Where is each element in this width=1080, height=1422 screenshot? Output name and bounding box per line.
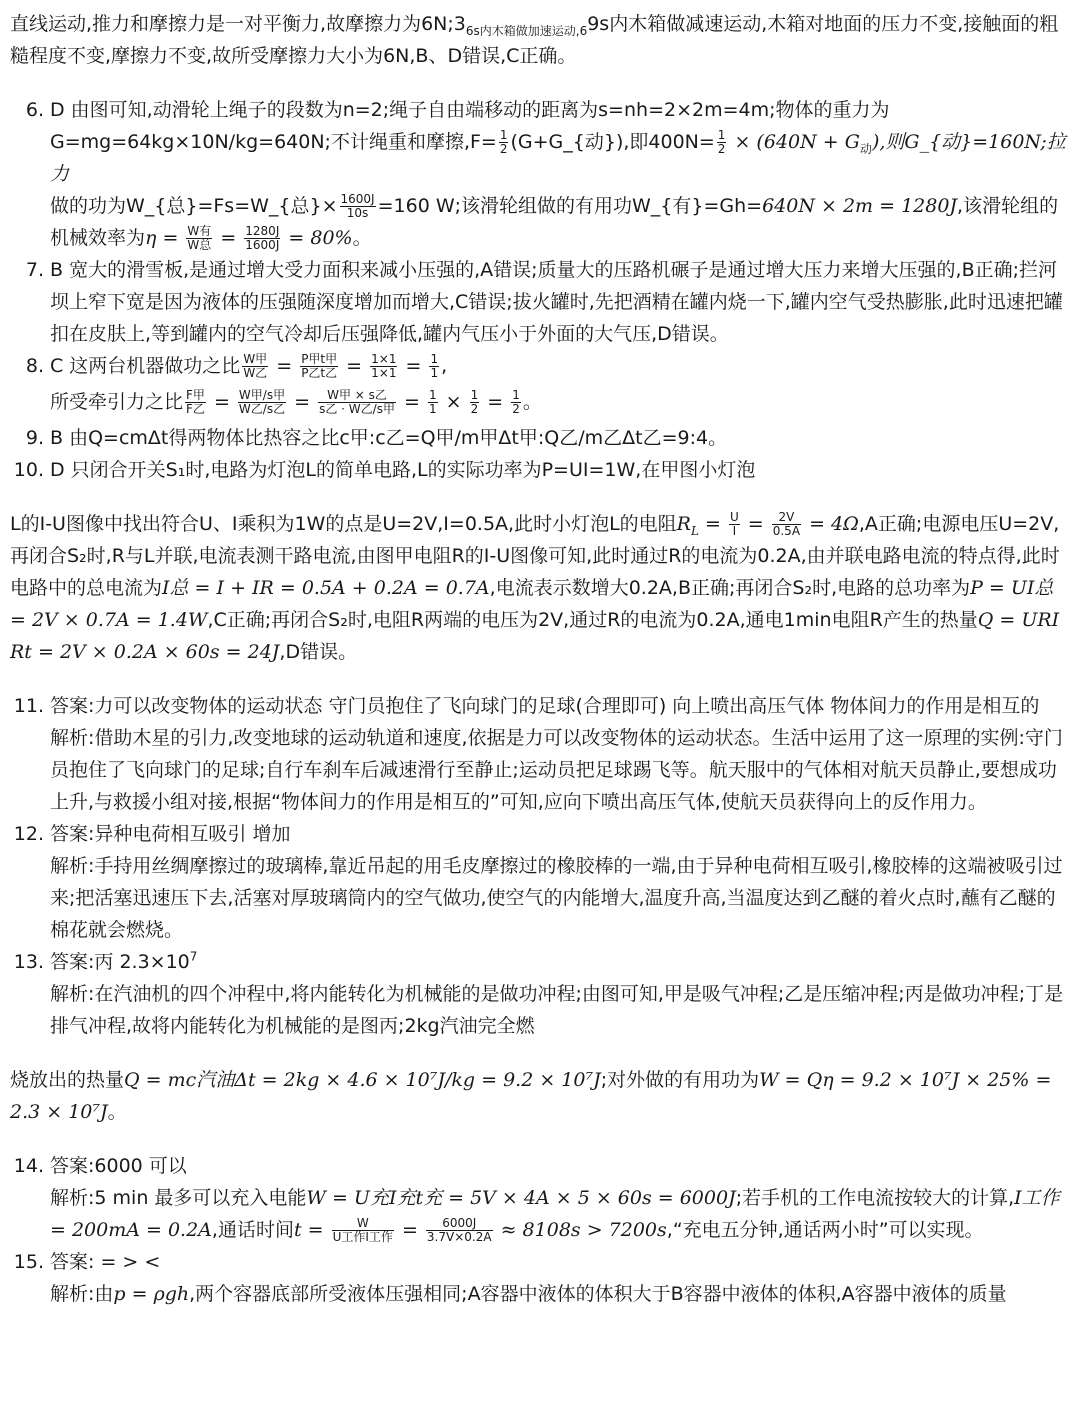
denominator: W乙 bbox=[243, 366, 268, 380]
q6-text: G=mg=64kg×10N/kg=640N;不计绳重和摩擦,F= bbox=[50, 131, 497, 153]
item-number: 11. bbox=[13, 695, 44, 717]
q12-answer: 答案:异种电荷相互吸引 增加 bbox=[50, 823, 291, 845]
math-expr: = 4Ω bbox=[803, 513, 859, 535]
answer-item-13 bbox=[10, 946, 1068, 1042]
math-expr: η = bbox=[145, 227, 185, 249]
fraction bbox=[186, 225, 212, 252]
fraction bbox=[772, 511, 801, 538]
denominator: 1 bbox=[428, 402, 437, 416]
denominator: W乙/s乙 bbox=[238, 402, 286, 416]
fraction bbox=[729, 511, 740, 538]
item-number: 13. bbox=[13, 951, 44, 973]
denominator: 2 bbox=[499, 142, 508, 156]
denominator: 2 bbox=[512, 402, 520, 416]
fraction bbox=[470, 389, 480, 416]
intro-text-2: 6s内木箱做加速运动,6 bbox=[465, 23, 588, 38]
item-number: 12. bbox=[13, 823, 44, 845]
numerator: 1 bbox=[512, 388, 520, 402]
numerator: P甲t甲 bbox=[301, 352, 338, 366]
fraction bbox=[300, 353, 338, 380]
q6-line-1: D 由图可知,动滑轮上绳子的段数为n=2;绳子自由端移动的距离为s=nh=2×2m=4m;物体的重力为 bbox=[50, 99, 890, 121]
numerator: 1 bbox=[499, 128, 508, 142]
mid2-text: ;对外做的有用功为 bbox=[600, 1069, 760, 1091]
denominator: s乙 · W乙/s甲 bbox=[319, 402, 395, 416]
numerator: 2V bbox=[772, 511, 801, 525]
numerator: 1×1 bbox=[371, 352, 397, 366]
fraction bbox=[511, 389, 521, 416]
math-expr: = bbox=[698, 513, 727, 535]
denominator: 3.7V×0.2A bbox=[426, 1230, 492, 1244]
q14-text: ,“充电五分钟,通话两小时”可以实现。 bbox=[666, 1219, 984, 1241]
answer-list-b bbox=[10, 690, 1068, 1042]
intro-paragraph bbox=[10, 8, 1068, 72]
fraction bbox=[428, 389, 438, 416]
math-expr: I总 = I + IR = 0.5A + 0.2A = 0.7A bbox=[162, 577, 490, 599]
math-expr: I工作 = 200mA = 0.2A bbox=[50, 1187, 1060, 1241]
q6-text: =160 W;该滑轮组做的有用功W_{有}=Gh= bbox=[377, 195, 763, 217]
numerator: 1280J bbox=[245, 224, 280, 238]
answer-item-14 bbox=[10, 1150, 1068, 1246]
mid-text: ,D错误。 bbox=[279, 641, 358, 663]
intro-text-1: 直线运动,推力和摩擦力是一对平衡力,故摩擦力为6N;3 bbox=[10, 13, 466, 35]
q7-text: B 宽大的滑雪板,是通过增大受力面积来减小压强的,A错误;质量大的压路机碾子是通过增大压力来增大压强的,B正确;拦河坝上窄下宽是因为液体的压强随深度增加而增大,C错误;拔火罐时,先把酒精在罐内烧一下,罐内空气受热膨胀,此时迅速把罐扣在皮肤上,等到罐内的空气冷却后压强降低,罐内气压小于外面的大气压,D错误。 bbox=[50, 259, 1063, 345]
q6-text: 。 bbox=[352, 227, 372, 249]
math-expr: = 80% bbox=[282, 227, 353, 249]
q6-line-4 bbox=[50, 222, 1068, 254]
q11-explanation: 解析:借助木星的引力,改变地球的运动轨道和速度,依据是力可以改变物体的运动状态。生活中运用了这一原理的实例:守门员抱住了飞向球门的足球;自行车刹车后减速滑行至静止;运动员把足球踢飞等。航天服中的气体相对航天员静止,要想成功上升,与救援小组对接,根据“物体间力的作用是相互的”可知,应向下喷出高压气体,使航天员获得向上的反作用力。 bbox=[50, 727, 1063, 813]
fraction bbox=[238, 389, 286, 416]
item-number: 8. bbox=[25, 355, 44, 377]
q14-text: 解析:5 min 最多可以充入电能 bbox=[50, 1187, 307, 1209]
math-expr: 640N × 2m = 1280J bbox=[762, 195, 958, 217]
answer-item-10 bbox=[10, 454, 1068, 486]
mid2-text: 烧放出的热量 bbox=[10, 1069, 125, 1091]
numerator: 6000J bbox=[426, 1217, 493, 1231]
numerator: W bbox=[332, 1217, 394, 1231]
q6-text: (G+G_{动}),即400N= bbox=[510, 131, 715, 153]
fraction bbox=[318, 389, 396, 416]
item-number: 14. bbox=[13, 1155, 44, 1177]
q6-text: 机械效率为 bbox=[50, 227, 146, 249]
fraction bbox=[332, 1217, 394, 1244]
q13-explanation: 解析:在汽油机的四个冲程中,将内能转化为机械能的是做功冲程;由图可知,甲是吸气冲程;乙是压缩冲程;丙是做功冲程;丁是排气冲程,故将内能转化为机械能的是图丙;2kg汽油完全燃 bbox=[50, 983, 1064, 1037]
denominator: 0.5A bbox=[772, 524, 801, 538]
fraction bbox=[185, 389, 206, 416]
q15-answer: 答案: = > < bbox=[50, 1251, 161, 1273]
numerator: 1 bbox=[470, 388, 479, 402]
q14-text: ;若手机的工作电流按较大的计算, bbox=[735, 1187, 1015, 1209]
q6-line-3 bbox=[50, 190, 1068, 222]
math-expr: t = bbox=[293, 1219, 330, 1241]
numerator: 1 bbox=[428, 388, 437, 402]
denominator: 2 bbox=[470, 402, 479, 416]
q13-answer-text: 答案:丙 2.3×10 bbox=[50, 951, 190, 973]
math-expr: × (640N + G bbox=[728, 131, 860, 153]
q14-explanation: 解析:5 min 最多可以充入电能W = U充I充t充 = 5V × 4A × 5 × 60s = 6000J;若手机的工作电流按较大的计算,I工作 = 200mA = 0.2A,通话时间t = $\frac{W}{\text{U工作I工作}}$ = $\frac{6000J}{3.7V\times 0.2A}$ ≈ 8108s > 7200s,“充电五分钟,通话两小时”可以实现。 bbox=[50, 1187, 1060, 1244]
numerator: F甲 bbox=[186, 388, 205, 402]
q15-explanation bbox=[50, 1278, 1068, 1310]
q8-line-1: C 这两台机器做功之比 $\frac{\text{W甲}}{\text{W乙}}$ = $\frac{\text{P甲t甲}}{\text{P乙t乙}}$ = $\frac{1\times 1}{1\times 1}$ = $\frac{1}{1}$ , bbox=[50, 352, 448, 380]
denominator: I bbox=[732, 524, 737, 538]
numerator: W甲 × s乙 bbox=[318, 389, 396, 403]
denominator: 1600J bbox=[245, 238, 280, 252]
numerator: 1 bbox=[717, 128, 726, 142]
q15-text: 解析:由 bbox=[50, 1283, 114, 1305]
item-number: 10. bbox=[13, 459, 44, 481]
math-expr: R bbox=[676, 513, 691, 535]
subscript: L bbox=[690, 523, 699, 538]
fraction bbox=[426, 1217, 493, 1244]
answer-item-8 bbox=[10, 350, 1068, 422]
q14-text: ,通话时间 bbox=[211, 1219, 294, 1241]
numerator: W有 bbox=[187, 224, 212, 238]
mid-text: ,C正确;再闭合S₂时,电阻R两端的电压为2V,通过R的电流为0.2A,通电1min电阻R产生的热量 bbox=[207, 609, 978, 631]
q9-text: B 由Q=cmΔt得两物体比热容之比c甲:c乙=Q甲/m甲Δt甲:Q乙/m乙Δt乙=9:4。 bbox=[50, 427, 728, 449]
answer-item-6 bbox=[10, 94, 1068, 254]
q12-explanation: 解析:手持用丝绸摩擦过的玻璃棒,靠近吊起的用毛皮摩擦过的橡胶棒的一端,由于异种电荷相互吸引,橡胶棒的这端被吸引过来;把活塞迅速压下去,活塞对厚玻璃筒内的空气做功,使空气的内能增大,温度升高,当温度达到乙醚的着火点时,蘸有乙醚的棉花就会燃烧。 bbox=[50, 855, 1063, 941]
fraction bbox=[340, 193, 376, 220]
answer-item-12 bbox=[10, 818, 1068, 946]
q8-text: , bbox=[441, 355, 448, 377]
denominator: 1×1 bbox=[371, 366, 397, 380]
item-number: 7. bbox=[25, 259, 44, 281]
mid-paragraph-1: L的I-U图像中找出符合U、I乘积为1W的点是U=2V,I=0.5A,此时小灯泡L的电阻$R_L$ = $\frac{U}{I}$ = $\frac{2V}{0.5A}$ = 4Ω,A正确;电源电压U=2V,再闭合S₂时,R与L并联,电流表测干路电流,由图甲电阻R的I-U图像可知,此时通过R的电流为0.2A,由并联电路电流的特点得,此时电路中的总电流为I总 = I + IR = 0.5A + 0.2A = 0.7A,电流表示数增大0.2A,B正确;再闭合S₂时,电路的总功率为P = UI总 = 2V × 0.7A = 1.4W,C正确;再闭合S₂时,电阻R两端的电压为2V,通过R的电流为0.2A,通电1min电阻R产生的热量Q = URIRt = 2V × 0.2A × 60s = 24J,D错误。 bbox=[10, 510, 1060, 663]
math-expr: ),则G_{动}=160N;拉力 bbox=[50, 131, 1066, 185]
q13-answer bbox=[50, 946, 1068, 978]
item-number: 6. bbox=[25, 99, 44, 121]
q14-answer: 答案:6000 可以 bbox=[50, 1155, 187, 1177]
answer-item-7 bbox=[10, 254, 1068, 350]
numerator: 1600J bbox=[340, 192, 375, 206]
denominator: U工作I工作 bbox=[332, 1230, 393, 1244]
fraction bbox=[717, 129, 727, 156]
intro-text-3: 9s内木箱做减速运动,木箱对地面的压力不变,接触面的粗糙程度不变,摩擦力不变,故所受摩擦力大小为6N,B、D错误,C正确。 bbox=[10, 13, 1059, 67]
mid-paragraph-2 bbox=[10, 1064, 1068, 1128]
subscript: 动 bbox=[859, 141, 872, 156]
answer-list-a bbox=[10, 94, 1068, 486]
fraction bbox=[244, 225, 280, 252]
mid-text: ,A正确;电源电压U=2V,再闭合S₂时,R与L并联,电流表测干路电流,由图甲电阻R的I-U图像可知,此时通过R的电流为0.2A,由并联电路电流的特点得,此时电路中的总电流为 bbox=[10, 513, 1060, 599]
denominator: 2 bbox=[717, 142, 726, 156]
answer-list-c bbox=[10, 1150, 1068, 1310]
numerator: 1 bbox=[430, 352, 439, 366]
numerator: W甲/s甲 bbox=[238, 388, 286, 402]
denominator: W总 bbox=[187, 238, 212, 252]
q6-text: ,该滑轮组的 bbox=[957, 195, 1059, 217]
math-expr: P = UI总 = 2V × 0.7A = 1.4W bbox=[10, 577, 1054, 631]
item-number: 9. bbox=[25, 427, 44, 449]
q8-text: C 这两台机器做功之比 bbox=[50, 355, 241, 377]
fraction bbox=[370, 353, 397, 380]
denominator: F乙 bbox=[186, 402, 205, 416]
q15-text: ,两个容器底部所受液体压强相同;A容器中液体的体积大于B容器中液体的体积,A容器中液体的质量 bbox=[189, 1283, 1007, 1305]
superscript: 7 bbox=[189, 949, 198, 964]
fraction bbox=[499, 129, 509, 156]
mid2-text: 。 bbox=[107, 1101, 127, 1123]
item-number: 15. bbox=[13, 1251, 44, 1273]
math-expr: Q = mc汽油Δt = 2kg × 4.6 × 10⁷J/kg = 9.2 × 10⁷J bbox=[124, 1069, 601, 1091]
q8-text: 。 bbox=[522, 391, 542, 413]
numerator: U bbox=[729, 510, 739, 524]
math-expr: W = Qη = 9.2 × 10⁷J × 25% = 2.3 × 10⁷J bbox=[10, 1069, 1052, 1123]
q6-line-2 bbox=[50, 126, 1068, 190]
q10-text: D 只闭合开关S₁时,电路为灯泡L的简单电路,L的实际功率为P=UI=1W,在甲图小灯泡 bbox=[50, 459, 756, 481]
q6-text: 做的功为W_{总}=Fs=W_{总}× bbox=[50, 195, 338, 217]
math-expr: ≈ 8108s > 7200s bbox=[494, 1219, 667, 1241]
answer-item-11 bbox=[10, 690, 1068, 818]
fraction bbox=[429, 353, 439, 380]
q8-line-2: 所受牵引力之比 $\frac{\text{F甲}}{\text{F乙}}$ = $\frac{\text{W甲/s甲}}{\text{W乙/s乙}}$ = $\frac{\text{W甲 × s乙}}{\text{s乙 · W乙/s甲}}$ = $\frac{1}{1}$ × $\frac{1}{2}$ = $\frac{1}{2}$ 。 bbox=[50, 388, 542, 416]
numerator: W甲 bbox=[243, 352, 268, 366]
math-expr: = bbox=[214, 227, 243, 249]
answer-item-15 bbox=[10, 1246, 1068, 1310]
math-expr: W = U充I充t充 = 5V × 4A × 5 × 60s = 6000J bbox=[306, 1187, 736, 1209]
math-expr: p = ρgh bbox=[113, 1283, 190, 1305]
mid-text: ,电流表示数增大0.2A,B正确;再闭合S₂时,电路的总功率为 bbox=[489, 577, 971, 599]
fraction bbox=[242, 353, 268, 380]
denominator: 1 bbox=[430, 366, 439, 380]
math-expr: Q = URIRt = 2V × 0.2A × 60s = 24J bbox=[10, 609, 1060, 663]
q11-answer: 答案:力可以改变物体的运动状态 守门员抱住了飞向球门的足球(合理即可) 向上喷出高压气体 物体间力的作用是相互的 bbox=[50, 695, 1040, 717]
answer-item-9 bbox=[10, 422, 1068, 454]
denominator: 10s bbox=[346, 206, 369, 220]
q8-text: 所受牵引力之比 bbox=[50, 391, 184, 413]
mid-text: L的I-U图像中找出符合U、I乘积为1W的点是U=2V,I=0.5A,此时小灯泡L的电阻 bbox=[10, 513, 677, 535]
denominator: P乙t乙 bbox=[301, 366, 338, 380]
